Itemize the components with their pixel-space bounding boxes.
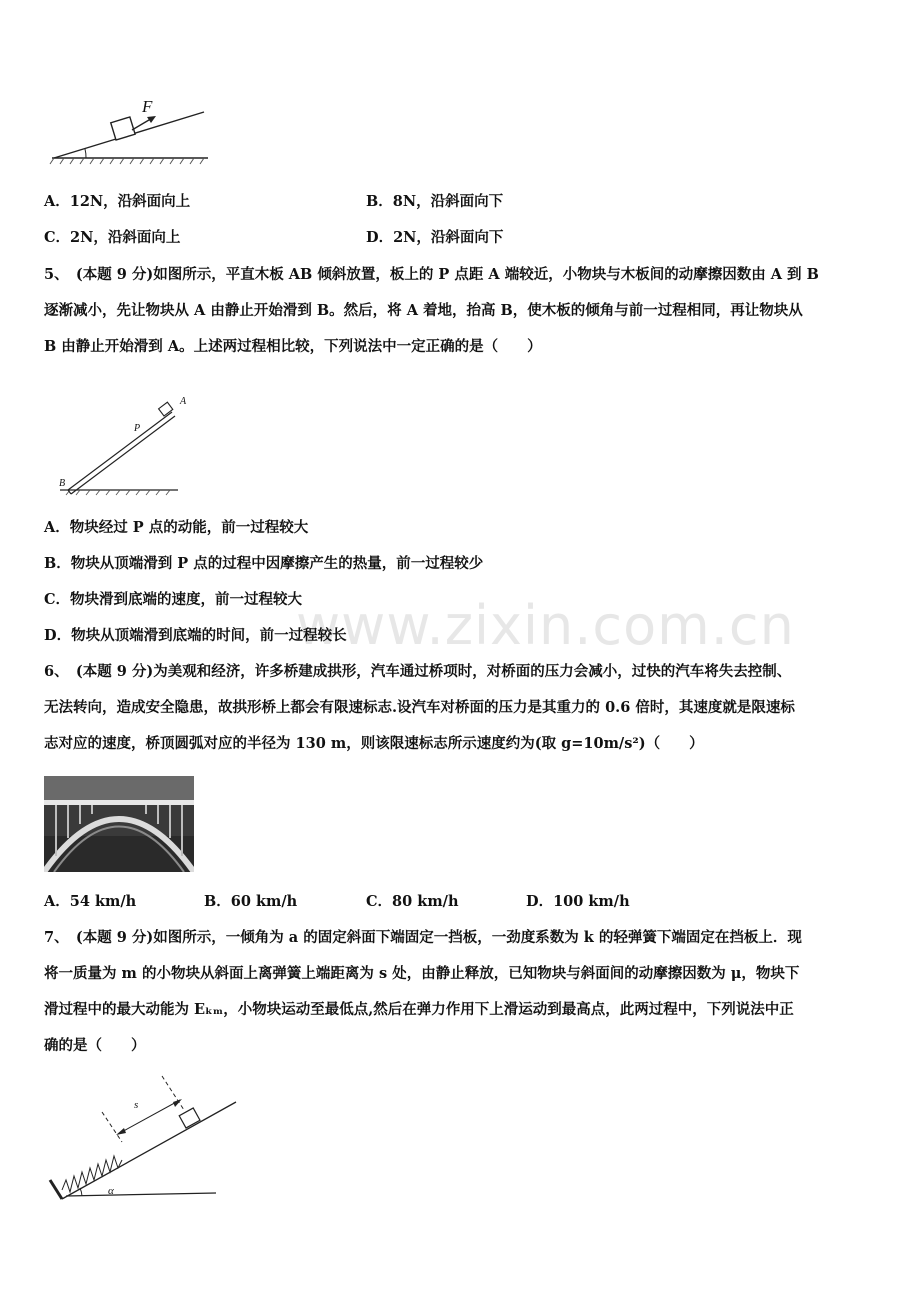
q7-question-line: 确的是（ ） [44, 1037, 146, 1054]
q4-option-b: B．8N，沿斜面向下 [366, 193, 504, 210]
q4-option-a: A．12N，沿斜面向上 [44, 193, 191, 210]
label-alpha: α [108, 1185, 114, 1197]
q5-option-b: B．物块从顶端滑到 P 点的过程中因摩擦产生的热量，前一过程较少 [44, 555, 484, 572]
q7-question-line: 7、 (本题 9 分)如图所示，一倾角为 a 的固定斜面下端固定一挡板，一劲度系数为 k 的轻弹簧下端固定在挡板上．现 [44, 929, 802, 946]
q6-option-d: D．100 km/h [526, 893, 630, 910]
q4-option-d: D．2N，沿斜面向下 [366, 229, 504, 246]
q5-question-line: 逐渐减小，先让物块从 A 由静止开始滑到 B。然后，将 A 着地，抬高 B，使木板的倾角与前一过程相同，再让物块从 [44, 302, 803, 319]
q6-question-line: 志对应的速度，桥顶圆弧对应的半径为 130 m，则该限速标志所示速度约为(取 g=10m/s²)（ ） [44, 735, 704, 752]
q5-question-line: 5、 (本题 9 分)如图所示，平直木板 AB 倾斜放置，板上的 P 点距 A 端较近，小物块与木板间的动摩擦因数由 A 到 B [44, 266, 819, 283]
force-label: F [142, 97, 153, 116]
label-b: B [59, 478, 66, 489]
q6-question-line: 无法转向，造成安全隐患，故拱形桥上都会有限速标志.设汽车对桥面的压力是其重力的 0.6 倍时，其速度就是限速标 [44, 699, 795, 716]
q5-question-line: B 由静止开始滑到 A。上述两过程相比较，下列说法中一定正确的是（ ） [44, 338, 542, 355]
spring-incline-figure [44, 1070, 244, 1206]
q5-option-a: A．物块经过 P 点的动能，前一过程较大 [44, 519, 309, 536]
q6-question-line: 6、 (本题 9 分)为美观和经济，许多桥建成拱形，汽车通过桥项时，对桥面的压力会减小，过快的汽车将失去控制、 [44, 663, 792, 680]
q7-question-line: 将一质量为 m 的小物块从斜面上离弹簧上端距离为 s 处，由静止释放，已知物块与斜面间的动摩擦因数为 μ，物块下 [44, 965, 800, 982]
board-ab-figure [54, 394, 194, 498]
q6-option-c: C．80 km/h [366, 893, 459, 910]
q6-option-a: A．54 km/h [44, 893, 137, 910]
arch-bridge-photo [44, 776, 194, 872]
label-p: P [134, 423, 141, 434]
q5-option-c: C．物块滑到底端的速度，前一过程较大 [44, 591, 303, 608]
q6-option-b: B．60 km/h [204, 893, 298, 910]
label-s: s [134, 1099, 139, 1111]
q5-option-d: D．物块从顶端滑到底端的时间，前一过程较长 [44, 627, 347, 644]
watermark: www.zixin.com.cn [296, 594, 795, 657]
incline-force-figure [44, 92, 214, 172]
q7-question-line: 滑过程中的最大动能为 Eₖₘ，小物块运动至最低点,然后在弹力作用下上滑运动到最高点，此两过程中，下列说法中正 [44, 1001, 794, 1018]
label-a: A [180, 396, 187, 407]
q4-option-c: C．2N，沿斜面向上 [44, 229, 181, 246]
